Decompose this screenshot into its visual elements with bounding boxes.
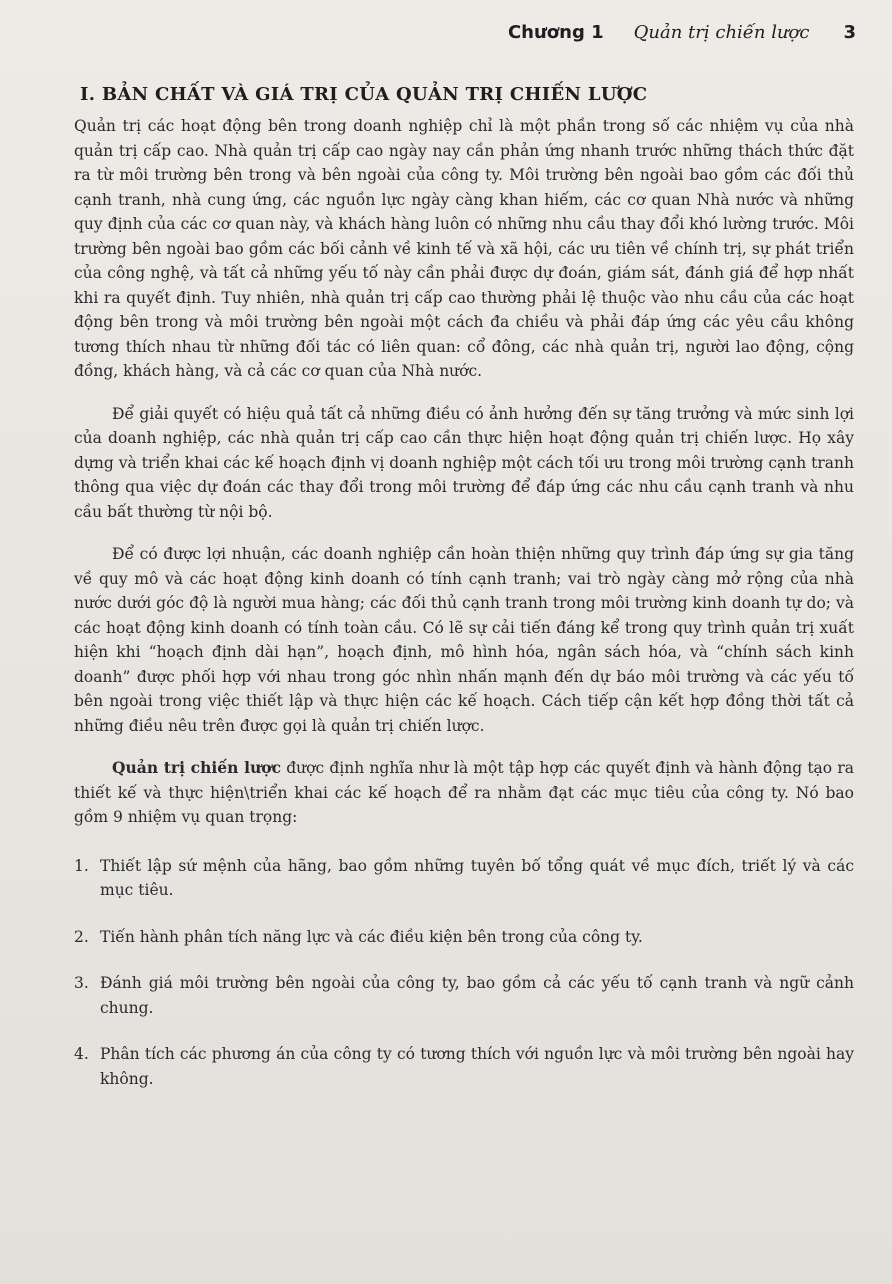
- running-header: [508, 22, 856, 43]
- page-number: 3: [843, 22, 856, 43]
- paragraph-2: Để giải quyết có hiệu quả tất cả những điều có ảnh hưởng đến sự tăng trưởng và mức sinh lợi của doanh nghiệp, các nhà quản trị cấp cao cần thực hiện hoạt động quản trị chiến lược. Họ xây dựng và triển khai các kế hoạch định vị doanh nghiệp một cách tối ưu trong môi trường cạnh tranh thông qua việc dự đoán các thay đổi trong môi trường để đáp ứng các nhu cầu cạnh tranh và nhu cầu bất thường từ nội bộ.: [74, 404, 854, 521]
- task-list: [74, 854, 854, 1092]
- list-item: [74, 971, 854, 1020]
- list-item-number: 4.: [74, 1045, 89, 1063]
- list-item-number: 1.: [74, 856, 89, 875]
- chapter-label: Chương 1: [507, 22, 604, 43]
- definition-text: được định nghĩa như là một tập hợp các quyết định và hành động tạo ra thiết kế và thực hiện\triển khai các kế hoạch để ra nhằm đạt các mục tiêu của công ty. Nó bao gồm 9 nhiệm vụ quan trọng:: [74, 759, 854, 826]
- chapter-title: Quản trị chiến lược: [633, 22, 810, 43]
- list-item: [74, 854, 854, 903]
- definition-paragraph: [74, 756, 854, 830]
- list-item-text: Thiết lập sứ mệnh của hãng, bao gồm những tuyên bố tổng quát về mục đích, triết lý và các mục tiêu.: [100, 856, 854, 899]
- body-text: [74, 114, 854, 1113]
- list-item-number: 3.: [74, 974, 89, 992]
- list-item: [74, 925, 854, 950]
- list-item-text: Phân tích các phương án của công ty có tương thích với nguồn lực và môi trường bên ngoài hay không.: [100, 1045, 854, 1088]
- list-item-number: 2.: [74, 927, 89, 946]
- list-item: [74, 1042, 854, 1091]
- list-item-text: Đánh giá môi trường bên ngoài của công ty, bao gồm cả các yếu tố cạnh tranh và ngữ cảnh chung.: [100, 974, 854, 1017]
- definition-term: Quản trị chiến lược: [112, 758, 282, 777]
- paragraph-1: Quản trị các hoạt động bên trong doanh nghiệp chỉ là một phần trong số các nhiệm vụ của nhà quản trị cấp cao. Nhà quản trị cấp cao ngày nay cần phản ứng nhanh trước những thách thức đặt ra từ môi trường bên trong và bên ngoài của công ty. Môi trường bên ngoài bao gồm các đối thủ cạnh tranh, nhà cung ứng, các nguồn lực ngày càng khan hiếm, các cơ quan Nhà nước và những quy định của các cơ quan này, và khách hàng luôn có những nhu cầu thay đổi khó lường trước. Môi trường bên ngoài bao gồm các bối cảnh về kinh tế và xã hội, các ưu tiên về chính trị, sự phát triển của công nghệ, và tất cả những yếu tố này cần phải được dự đoán, giám sát, đánh giá để hợp nhất khi ra quyết định. Tuy nhiên, nhà quản trị cấp cao thường phải lệ thuộc vào nhu cầu của các hoạt động bên trong và môi trường bên ngoài một cách đa chiều và phải đáp ứng các yêu cầu không tương thích nhau từ những đối tác có liên quan: cổ đông, các nhà quản trị, người lao động, cộng đồng, khách hàng, và cả các cơ quan của Nhà nước.: [74, 117, 854, 380]
- list-item-text: Tiến hành phân tích năng lực và các điều kiện bên trong của công ty.: [100, 927, 643, 946]
- paragraph-3: Để có được lợi nhuận, các doanh nghiệp cần hoàn thiện những quy trình đáp ứng sự gia tăng về quy mô và các hoạt động kinh doanh có tính cạnh tranh; vai trò ngày càng mở rộng của nhà nước dưới góc độ là người mua hàng; các đối thủ cạnh tranh trong môi trường kinh doanh tự do; và các hoạt động kinh doanh có tính toàn cầu. Có lẽ sự cải tiến đáng kể trong quy trình quản trị xuất hiện khi “hoạch định dài hạn”, hoạch định, mô hình hóa, ngân sách hóa, và “chính sách kinh doanh” được phối hợp với nhau trong góc nhìn nhấn mạnh đến dự báo môi trường và các yếu tố bên ngoài trong việc thiết lập và thực hiện các kế hoạch. Cách tiếp cận kết hợp đồng thời tất cả những điều nêu trên được gọi là quản trị chiến lược.: [74, 545, 854, 735]
- section-heading: I. BẢN CHẤT VÀ GIÁ TRỊ CỦA QUẢN TRỊ CHIẾN LƯỢC: [80, 84, 648, 105]
